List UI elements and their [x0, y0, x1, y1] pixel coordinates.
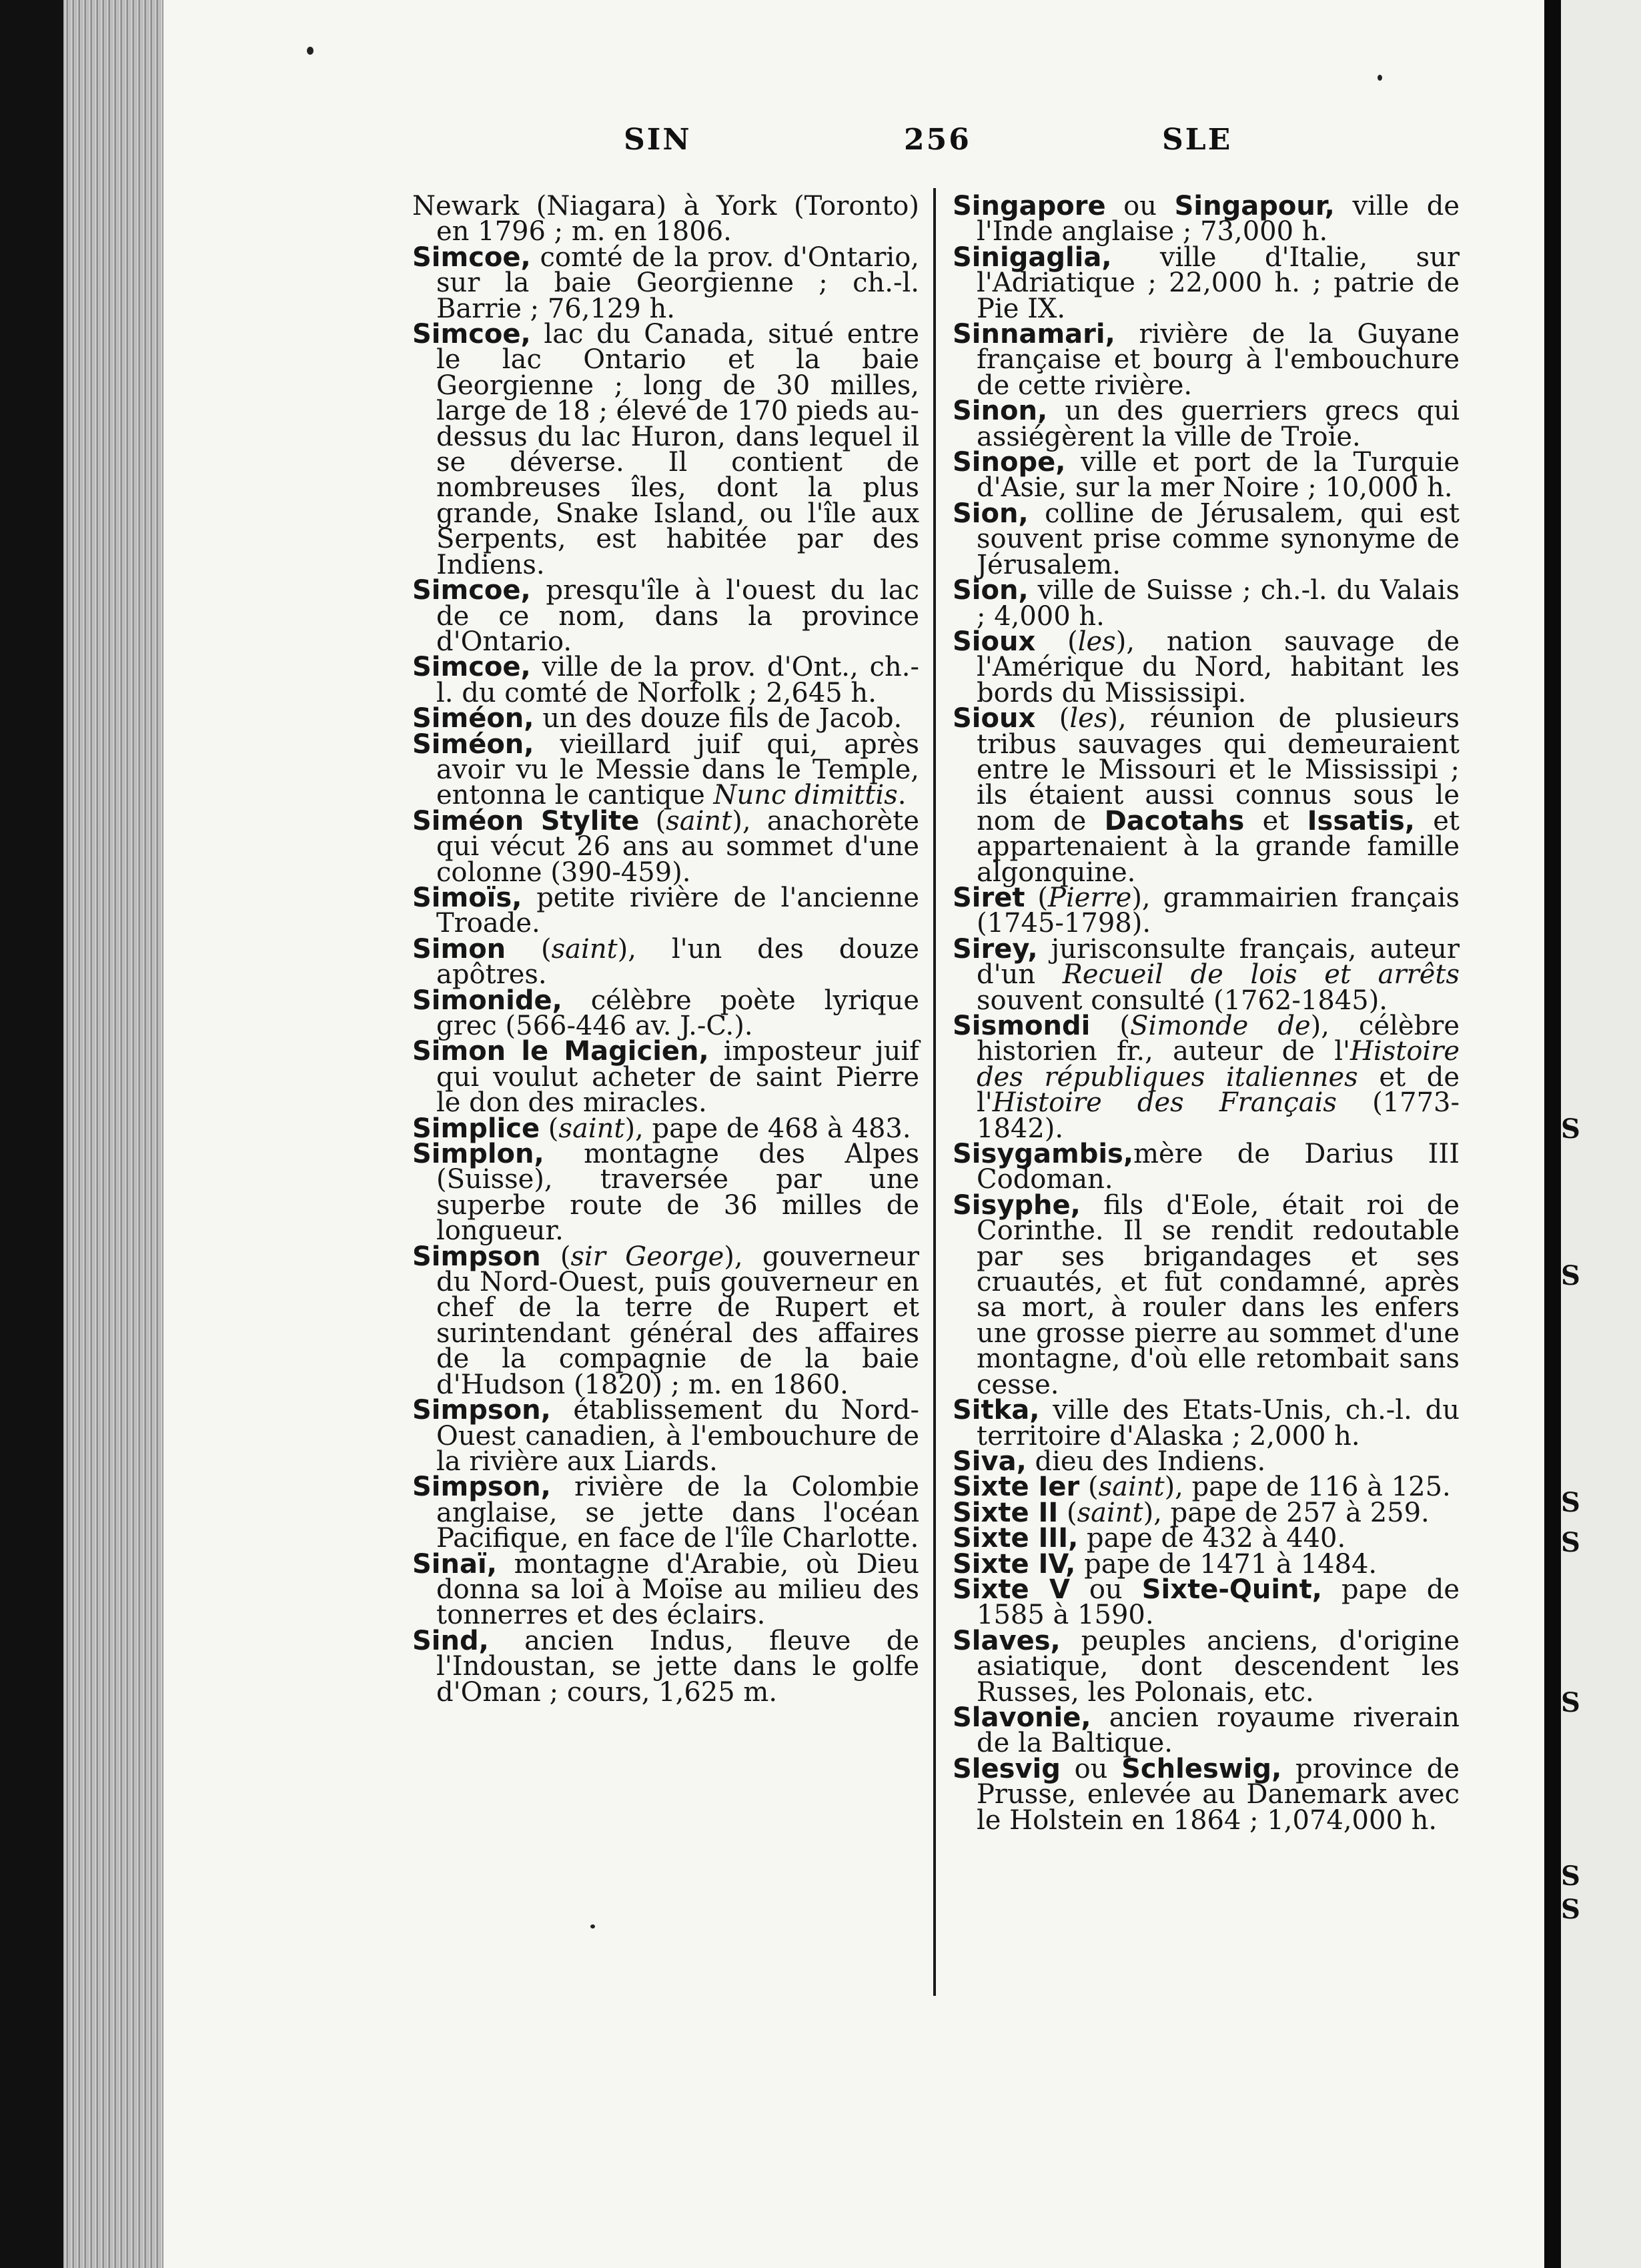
- dictionary-entry: [412, 319, 919, 580]
- entry-headword: Schleswig,: [1121, 1753, 1282, 1784]
- entry-headword: Sion,: [953, 575, 1029, 606]
- dictionary-entry: [953, 447, 1460, 504]
- entry-headword: Sixte V: [953, 1574, 1070, 1605]
- entry-italic-text: Histoire des républiques italiennes: [977, 1036, 1460, 1093]
- entry-text: ville de la prov. d'Ont., ch.-l. du comté de Norfolk ; 2,645 h.: [436, 652, 919, 708]
- entry-headword: Slavonie,: [953, 1702, 1091, 1733]
- entry-text: (: [1035, 626, 1078, 657]
- entry-text: ancien Indus, fleuve de l'Indoustan, se jette dans le golfe d'Oman ; cours, 1,625 m.: [436, 1625, 919, 1708]
- entry-text: ), grammairien français (1745-1798).: [977, 882, 1460, 939]
- entry-text: rivière de la Colombie anglaise, se jette dans l'océan Pacifique, en face de l'île Charlotte.: [436, 1472, 919, 1554]
- dictionary-entry: [412, 728, 919, 811]
- dictionary-entry: [412, 1241, 919, 1400]
- entry-text: ou: [1069, 1574, 1142, 1605]
- entry-headword: Singapore: [953, 191, 1106, 221]
- dictionary-entry: [412, 703, 919, 734]
- entry-text: montagne d'Arabie, où Dieu donna sa loi à Moïse au milieu des tonnerres et des éclairs.: [436, 1548, 919, 1631]
- left-column: [412, 191, 920, 1708]
- facing-page-text-fragment: S: [1561, 1528, 1580, 1558]
- entry-headword: Siret: [953, 882, 1025, 913]
- entry-headword: Siméon,: [412, 703, 534, 734]
- dictionary-entry: [412, 1625, 919, 1708]
- entry-headword: Sinon,: [953, 396, 1048, 427]
- dictionary-entry: [412, 805, 920, 888]
- entry-italic-text: saint: [1077, 1497, 1143, 1528]
- entry-text: ville des Etats-Unis, ch.-l. du territoire d'Alaska ; 2,000 h.: [977, 1395, 1460, 1452]
- entry-text: ancien royaume riverain de la Baltique.: [977, 1702, 1460, 1759]
- entry-text: pape de 1471 à 1484.: [1075, 1548, 1378, 1580]
- entry-headword: Simonide,: [412, 985, 562, 1016]
- entry-italic-text: Simonde de: [1130, 1011, 1311, 1041]
- facing-page-text-fragment: S: [1561, 1688, 1580, 1718]
- dictionary-entry: [412, 882, 919, 939]
- entry-text: (: [1079, 1472, 1099, 1503]
- entry-headword: Simcoe,: [412, 652, 531, 683]
- entry-headword: Sixte IV,: [953, 1548, 1076, 1580]
- entry-headword: Simcoe,: [412, 319, 531, 350]
- entry-text: ou: [1060, 1753, 1122, 1784]
- ink-speck: [1378, 75, 1382, 81]
- dictionary-entry: [953, 626, 1460, 708]
- entry-text: ), pape de 468 à 483.: [624, 1113, 911, 1144]
- entry-text: ), nation sauvage de l'Amérique du Nord, habitant les bords du Mississipi.: [977, 626, 1460, 708]
- dictionary-entry: [412, 1139, 919, 1247]
- ink-speck: [590, 1924, 595, 1928]
- entry-text: ville de Suisse ; ch.-l. du Valais ; 4,000 h.: [977, 575, 1460, 632]
- entry-headword: Slesvig: [953, 1753, 1061, 1784]
- scan-left-margin: [0, 0, 63, 2268]
- entry-headword: Sixte Ier: [953, 1472, 1080, 1503]
- entry-text: (: [1025, 882, 1049, 913]
- entry-italic-text: saint: [558, 1113, 625, 1144]
- dictionary-entry: [953, 1548, 1460, 1580]
- running-head-left: SIN: [624, 123, 692, 157]
- entry-text: jurisconsulte français, auteur d'un: [977, 933, 1460, 991]
- entry-text: ), l'un des douze apôtres.: [436, 933, 919, 991]
- entry-text: montagne des Alpes (Suisse), traversée par une superbe route de 36 milles de longueur.: [436, 1139, 919, 1247]
- entry-text: (: [1090, 1011, 1131, 1041]
- dictionary-entry: [953, 1625, 1460, 1708]
- entry-headword: Sismondi: [953, 1011, 1091, 1041]
- dictionary-entry: [412, 575, 919, 657]
- entry-headword: Sinigaglia,: [953, 241, 1112, 273]
- entry-headword: Simplice: [412, 1113, 540, 1144]
- entry-headword: Sixte II: [953, 1497, 1059, 1528]
- entry-text: (: [506, 933, 552, 965]
- entry-text: pape de 432 à 440.: [1078, 1523, 1346, 1554]
- entry-text: (: [1058, 1497, 1077, 1528]
- dictionary-entry: [953, 1141, 1460, 1193]
- entry-headword: Sitka,: [953, 1395, 1040, 1426]
- entry-text: et de l': [977, 1061, 1460, 1119]
- entry-text: ), anachorète qui vécut 26 ans au sommet d'une colonne (390-459).: [436, 805, 920, 888]
- running-head-right: SLE: [1162, 123, 1233, 157]
- entry-text: (1773-1842).: [977, 1087, 1460, 1144]
- entry-text: ), pape de 116 à 125.: [1164, 1472, 1451, 1503]
- entry-italic-text: les: [1077, 626, 1116, 657]
- entry-headword: Sinnamari,: [953, 319, 1115, 350]
- dictionary-entry: [953, 1702, 1460, 1759]
- entry-text: colline de Jérusalem, qui est souvent prise comme synonyme de Jérusalem.: [977, 498, 1460, 580]
- entry-headword: Sisyphe,: [953, 1189, 1081, 1221]
- entry-text: lac du Canada, situé entre le lac Ontario et la baie Georgienne ; long de 30 milles, large de 18 ; élevé de 170 pieds au-dessus du lac Huron, dans lequel il se déverse. Il contient de nombreuses îles, dont la plus grande, Snake Island, ou l'île aux Serpents, est habitée par des Indiens.: [436, 319, 919, 580]
- entry-headword: Singapour,: [1174, 191, 1335, 221]
- dictionary-entry: [953, 398, 1460, 450]
- entry-headword: Siva,: [953, 1446, 1027, 1477]
- entry-text: un des douze fils de Jacob.: [534, 703, 903, 734]
- entry-italic-text: saint: [551, 933, 618, 965]
- entry-headword: Sisygambis,: [953, 1139, 1134, 1170]
- dictionary-entry: [412, 193, 919, 245]
- entry-headword: Sioux: [953, 703, 1036, 734]
- entry-text: peuples anciens, d'origine asiatique, dont descendent les Russes, les Polonais, etc.: [977, 1625, 1460, 1708]
- entry-text: célèbre poète lyrique grec (566-446 av. J.-C.).: [436, 985, 919, 1041]
- entry-text: mère de Darius III Codoman.: [977, 1139, 1460, 1195]
- entry-text: fils d'Eole, était roi de Corinthe. Il se rendit redoutable par ses brigandages et ses cruautés, et fut condamné, après sa mort, à rouler dans les enfers une grosse pierre au sommet d'une montagne, d'où elle retombait sans cesse.: [977, 1189, 1460, 1400]
- entry-headword: Siméon Stylite: [412, 805, 640, 836]
- entry-headword: Sioux: [953, 626, 1036, 657]
- entry-italic-text: Nunc dimittis: [713, 780, 898, 811]
- dictionary-entry: [953, 1753, 1460, 1836]
- entry-text: ), réunion de plusieurs tribus sauvages qui demeuraient entre le Missouri et le Mississipi ; ils étaient aussi connus sous le nom de: [977, 703, 1460, 836]
- entry-headword: Simon: [412, 933, 506, 965]
- facing-page-text-fragment: S: [1561, 1861, 1580, 1892]
- entry-headword: Simpson,: [412, 1472, 551, 1503]
- entry-text: et appartenaient à la grande famille algonquine.: [977, 805, 1460, 888]
- dictionary-entry: [412, 1113, 919, 1144]
- facing-page-text-fragment: S: [1561, 1488, 1580, 1518]
- entry-text: imposteur juif qui voulut acheter de saint Pierre le don des miracles.: [436, 1036, 919, 1119]
- dictionary-entry: [953, 1011, 1460, 1144]
- facing-page-text-fragment: S: [1561, 1114, 1580, 1145]
- dictionary-entry: [412, 1395, 919, 1477]
- entry-italic-text: saint: [666, 805, 732, 836]
- entry-text: un des guerriers grecs qui assiégèrent la ville de Troie.: [977, 396, 1460, 452]
- entry-text: .: [897, 780, 907, 811]
- entry-text: province de Prusse, enlevée au Danemark avec le Holstein en 1864 ; 1,074,000 h.: [977, 1753, 1460, 1836]
- entry-headword: Simcoe,: [412, 241, 531, 273]
- entry-headword: Simon le Magicien,: [412, 1036, 709, 1067]
- entry-text: (: [639, 805, 666, 836]
- dictionary-entry: [953, 703, 1460, 888]
- entry-text: ville et port de la Turquie d'Asie, sur la mer Noire ; 10,000 h.: [977, 447, 1460, 504]
- entry-text: (: [1035, 703, 1070, 734]
- entry-italic-text: Histoire des Français: [992, 1087, 1337, 1119]
- entry-headword: Sinope,: [953, 447, 1066, 478]
- entry-text: rivière de la Guyane française et bourg à l'embouchure de cette rivière.: [977, 319, 1460, 401]
- facing-page-edge: [1561, 0, 1641, 2268]
- entry-text: presqu'île à l'ouest du lac de ce nom, dans la province d'Ontario.: [436, 575, 919, 657]
- entry-headword: Simpson,: [412, 1395, 551, 1426]
- entry-italic-text: saint: [1098, 1472, 1165, 1503]
- dictionary-entry: [412, 985, 919, 1041]
- dictionary-entry: [953, 1472, 1460, 1503]
- dictionary-entry: [953, 1395, 1460, 1452]
- entry-headword: Simpson: [412, 1241, 541, 1272]
- entry-headword: Sind,: [412, 1625, 489, 1656]
- entry-italic-text: Recueil de lois et arrêts: [1062, 959, 1460, 991]
- dictionary-entry: [953, 1497, 1460, 1528]
- dictionary-entry: [953, 882, 1460, 939]
- entry-text: vieillard juif qui, après avoir vu le Messie dans le Temple, entonna le cantique: [436, 728, 919, 811]
- entry-headword: Sinaï,: [412, 1548, 497, 1580]
- entry-text: ), gouverneur du Nord-Ouest, puis gouverneur en chef de la terre de Rupert et surintendant général des affaires de la compagnie de la baie d'Hudson (1820) ; m. en 1860.: [436, 1241, 919, 1400]
- facing-page-text-fragment: S: [1561, 1261, 1580, 1291]
- dictionary-entry: [953, 1189, 1460, 1400]
- entry-headword: Dacotahs: [1104, 805, 1245, 836]
- entry-text: Newark (Niagara) à York (Toronto) en 1796 ; m. en 1806.: [412, 191, 919, 247]
- entry-headword: Issatis,: [1307, 805, 1415, 836]
- entry-headword: Simoïs,: [412, 882, 522, 913]
- entry-text: comté de la prov. d'Ontario, sur la baie Georgienne ; ch.-l. Barrie ; 76,129 h.: [436, 241, 919, 324]
- page-number: 256: [904, 123, 971, 157]
- entry-text: ville de l'Inde anglaise ; 73,000 h.: [977, 191, 1460, 247]
- entry-headword: Sirey,: [953, 933, 1038, 965]
- entry-text: dieu des Indiens.: [1026, 1446, 1266, 1477]
- entry-italic-text: les: [1069, 703, 1108, 734]
- entry-text: ), pape de 257 à 259.: [1143, 1497, 1430, 1528]
- column-rule: [933, 188, 936, 1996]
- dictionary-entry: [953, 575, 1460, 632]
- entry-text: ville d'Italie, sur l'Adriatique ; 22,000 h. ; patrie de Pie IX.: [977, 241, 1460, 324]
- entry-headword: Sixte III,: [953, 1523, 1079, 1554]
- entry-text: ), célèbre historien fr., auteur de l': [977, 1011, 1460, 1067]
- dictionary-entry: [953, 1574, 1460, 1631]
- entry-headword: Siméon,: [412, 728, 534, 760]
- ink-speck: [307, 47, 314, 55]
- entry-italic-text: sir George: [570, 1241, 724, 1272]
- entry-text: pape de 1585 à 1590.: [977, 1574, 1460, 1631]
- entry-italic-text: Pierre: [1048, 882, 1132, 913]
- book-gutter: [1544, 0, 1561, 2268]
- dictionary-entry: [953, 1446, 1460, 1477]
- entry-headword: Sixte-Quint,: [1141, 1574, 1322, 1605]
- dictionary-entry: [412, 1472, 919, 1554]
- entry-text: (: [540, 1241, 571, 1272]
- dictionary-entry: [412, 241, 919, 324]
- entry-text: et: [1244, 805, 1307, 836]
- dictionary-entry: [412, 1036, 919, 1119]
- dictionary-entry: [953, 498, 1460, 580]
- entry-headword: Sion,: [953, 498, 1029, 529]
- entry-text: (: [540, 1113, 559, 1144]
- dictionary-entry: [953, 193, 1460, 245]
- entry-text: établissement du Nord-Ouest canadien, à l'embouchure de la rivière aux Liards.: [436, 1395, 919, 1477]
- dictionary-entry: [953, 1523, 1460, 1554]
- dictionary-entry: [412, 654, 919, 706]
- entry-headword: Simplon,: [412, 1139, 544, 1170]
- dictionary-entry: [953, 319, 1460, 401]
- entry-text: souvent consulté (1762-1845).: [977, 985, 1388, 1016]
- dictionary-entry: [412, 1548, 919, 1631]
- entry-headword: Simcoe,: [412, 575, 531, 606]
- entry-text: ou: [1105, 191, 1175, 221]
- dictionary-entry: [412, 933, 919, 991]
- right-column: [953, 191, 1460, 1836]
- entry-headword: Slaves,: [953, 1625, 1061, 1656]
- entry-text: petite rivière de l'ancienne Troade.: [436, 882, 919, 939]
- facing-page-text-fragment: S: [1561, 1894, 1580, 1925]
- dictionary-entry: [953, 933, 1460, 1016]
- dictionary-entry: [953, 241, 1460, 324]
- page-stack-edges: [63, 0, 163, 2268]
